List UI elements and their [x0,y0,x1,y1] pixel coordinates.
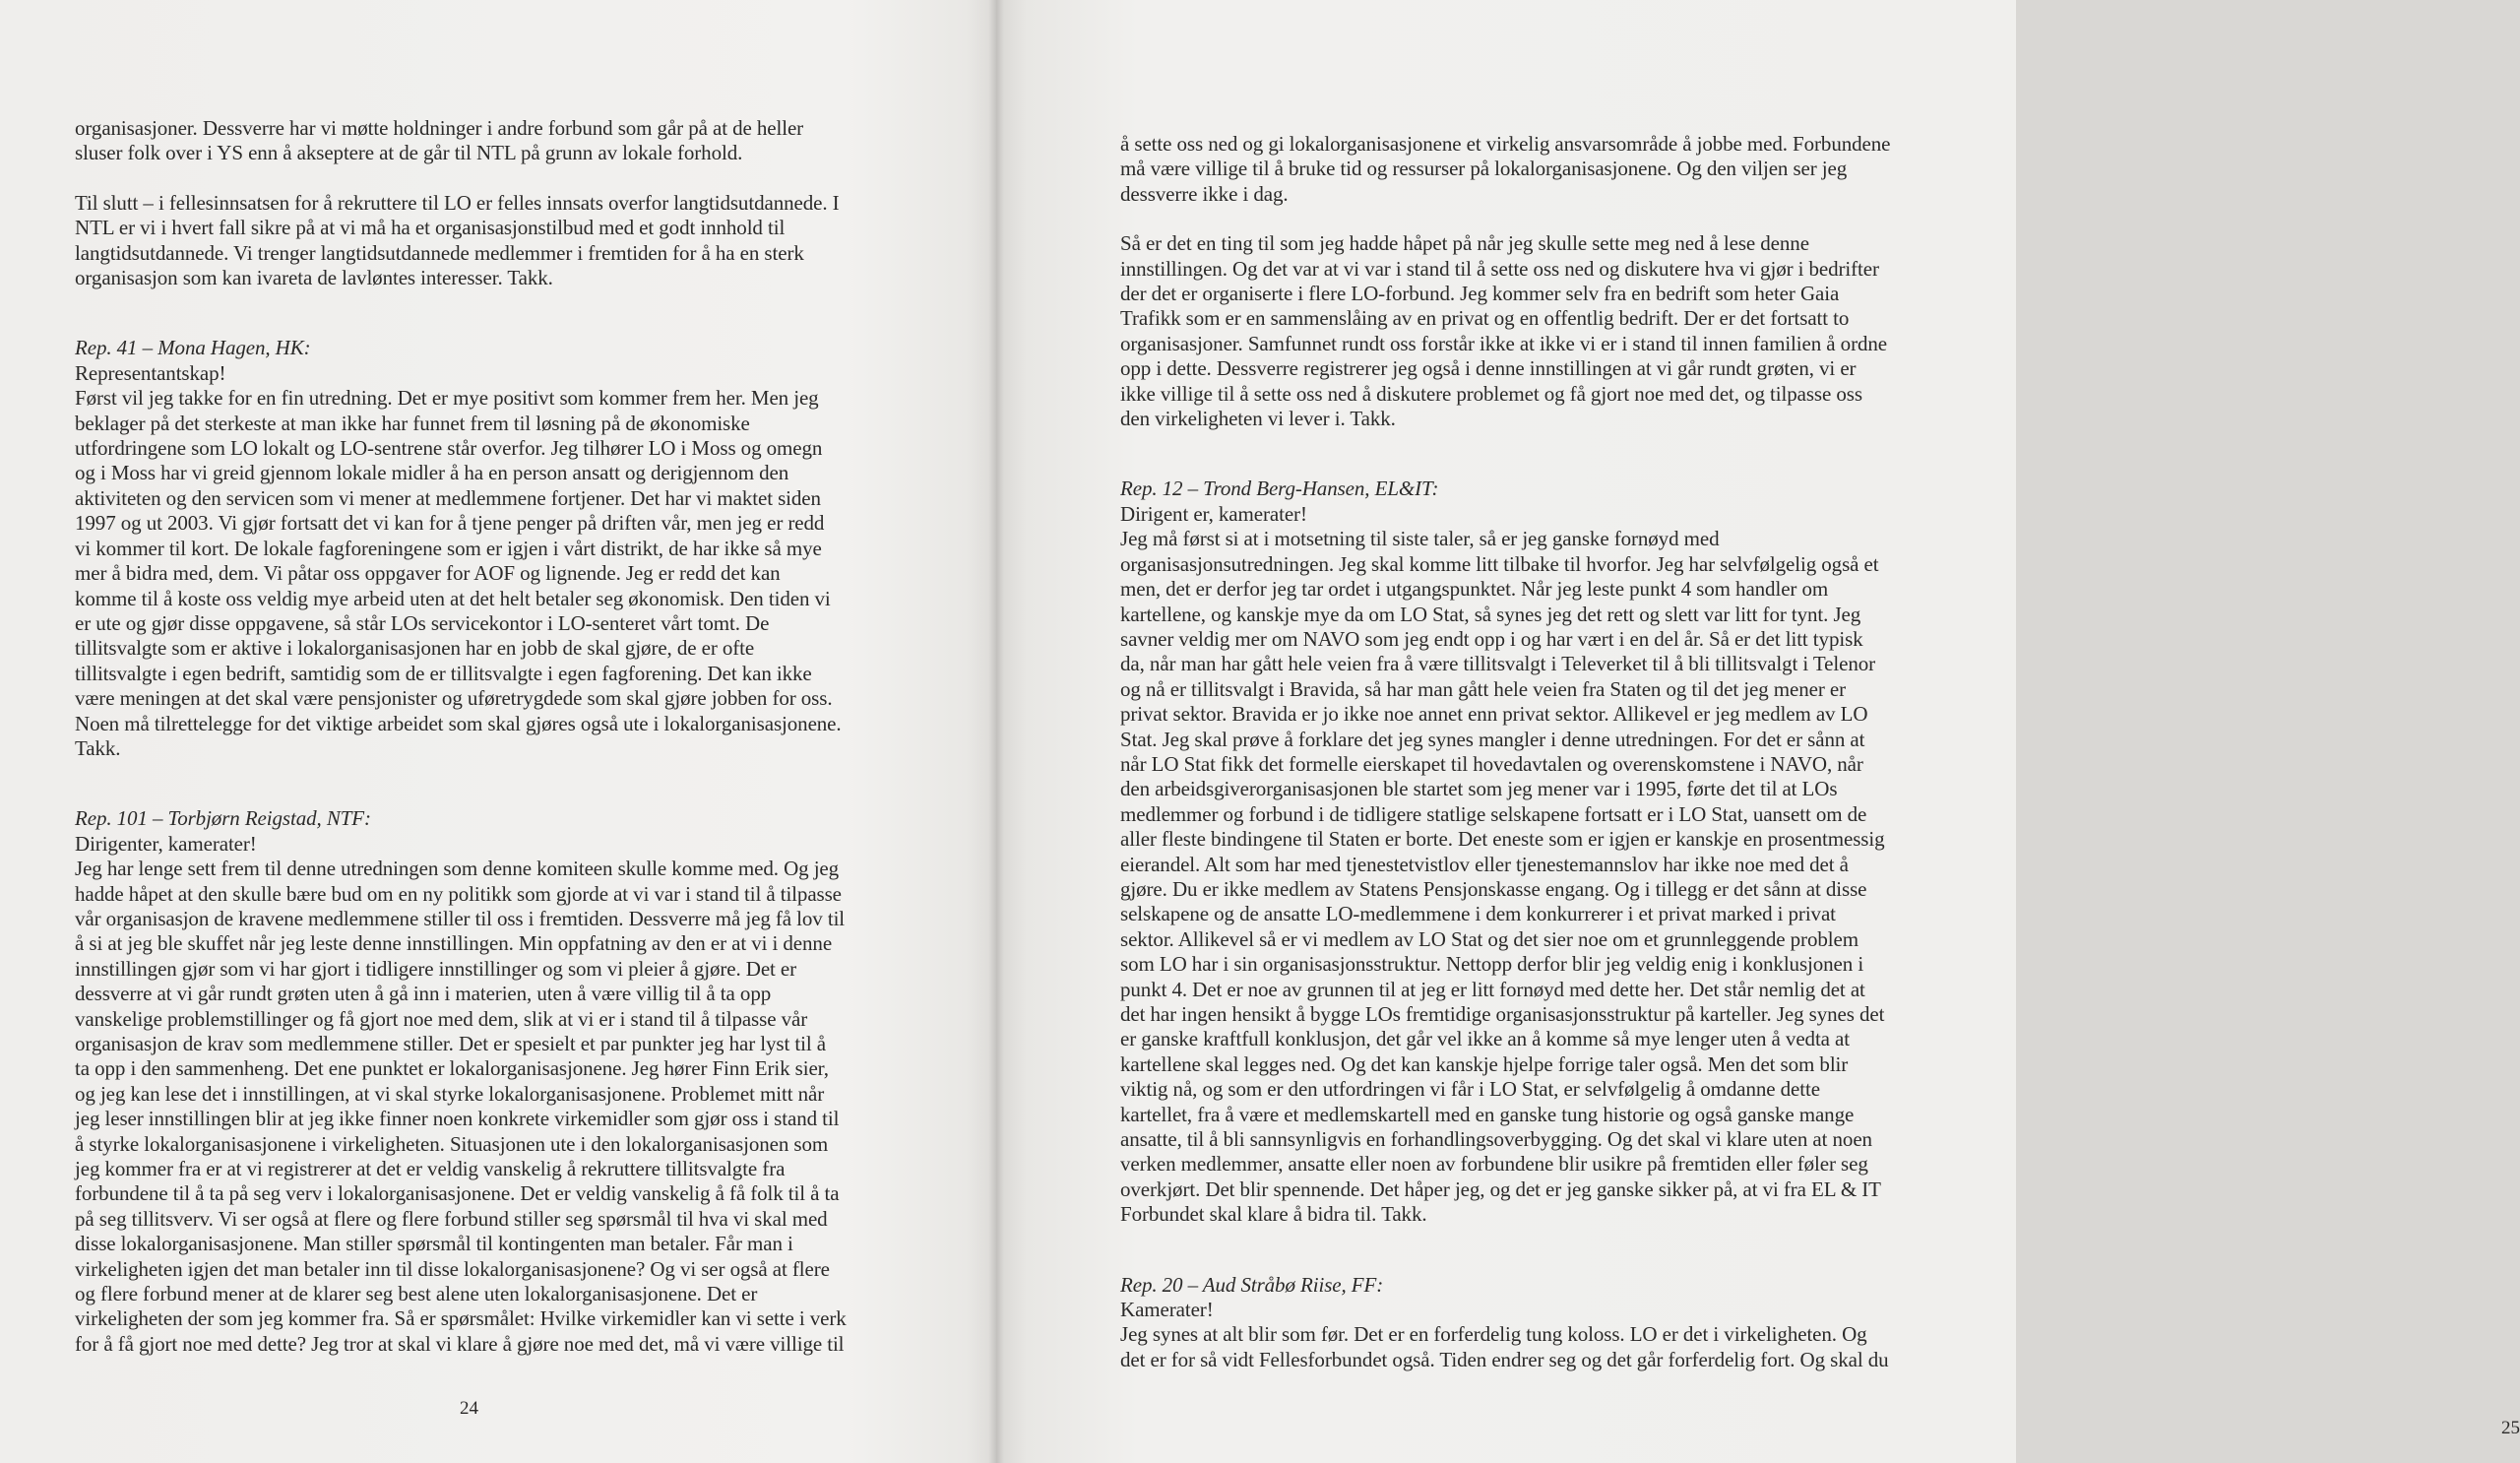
page-number: 24 [460,1398,478,1419]
left-page [0,0,996,1463]
left-page-text [75,116,882,1402]
intro-paragraph: Så er det en ting til som jeg hadde håpet på når jeg skulle sette meg ned å lese denne innstillingen. Og det var at vi var i stand til å sette oss ned og diskutere hva vi gjør i bedrifter der det er organiserte i flere LO-forbund. Jeg kommer selv fra en bedrift som heter Gaia Trafikk som er en sammenslåing av en privat og en offentlig bedrift. Der er det fortsatt to organisasjoner. Samfunnet rundt oss forstår ikke at ikke vi er i stand til innen familien å ordne opp i dette. Dessverre registrerer jeg også i denne innstillingen at vi går rundt grøten, vi er ikke villige til å sette oss ned å diskutere problemet og få gjort noe med det, og tilpasse oss den virkeligheten vi lever i. Takk. [1120,231,1887,431]
speech-address: Dirigent er, kamerater! [1120,501,1307,526]
speaker-heading: Rep. 101 – Torbjørn Reigstad, NTF: [75,806,371,831]
speaker-heading: Rep. 20 – Aud Stråbø Riise, FF: [1120,1272,1384,1297]
speech-body: Først vil jeg takke for en fin utredning. Det er mye positivt som kommer frem her. Men jeg beklager på det sterkeste at man ikke har funnet frem til løsning på de økonomiske utfordringene som LO lokalt og LO-sentrene står overfor. Jeg tilhører LO i Moss og omegn og i Moss har vi greid gjennom lokale midler å ha en person ansatt og derigjennom den aktiviteten og den servicen som vi mener at medlemmene fortjener. Det har vi maktet siden 1997 og ut 2003. Vi gjør fortsatt det vi kan for å tjene penger på driften vår, men jeg er redd vi kommer til kort. De lokale fagforeningene som er igjen i vårt distrikt, de har ikke så mye mer å bidra med, dem. Vi påtar oss oppgaver for AOF og lignende. Jeg er redd det kan komme til å koste oss veldig mye arbeid uten at det helt betaler seg økonomisk. Den tiden vi er ute og gjør disse oppgavene, så står LOs servicekontor i LO-senteret vårt tomt. De tillitsvalgte som er aktive i lokalorganisasjonen har en jobb de skal gjøre, de er ofte tillitsvalgte i egen bedrift, samtidig som de er tillitsvalgte i egen fagforening. Det kan ikke være meningen at det skal være pensjonister og uføretrygdede som skal gjøre jobben for oss. Noen må tilrettelegge for det viktige arbeidet som skal gjøres også ute i lokalorganisasjonene. Takk. [75,386,842,760]
speech-body: Jeg må først si at i motsetning til siste taler, så er jeg ganske fornøyd med organisasjonsutredningen. Jeg skal komme litt tilbake til hvorfor. Jeg har selvfølgelig også et men, det er derfor jeg tar ordet i utgangspunktet. Når jeg leste punkt 4 som handler om kartellene, og kanskje mye da om LO Stat, så synes jeg det rett og slett var litt for tynt. Jeg savner veldig mer om NAVO som jeg endt opp i og har vært i en del år. Så er det litt typisk da, når man har gått hele veien fra å være tillitsvalgt i Televerket til å bli tillitsvalgt i Telenor og nå er tillitsvalgt i Bravida, så har man gått hele veien fra Staten og til det jeg mener er privat sektor. Bravida er jo ikke noe annet enn privat sektor. Allikevel er jeg medlem av LO Stat. Jeg skal prøve å forklare det jeg synes mangler i denne utredningen. For det er sånn at når LO Stat fikk det formelle eierskapet til hovedavtalen og overenskomstene i NAVO, når den arbeidsgiverorganisasjonen ble startet som jeg mener var i 1995, førte det til at LOs medlemmer og forbund i de tidligere statlige selskapene fortsatt er i LO Stat, uansett om de aller fleste bindingene til Staten er borte. Det eneste som er igjen er kanskje en prosentmessig eierandel. Alt som har med tjenestetvistlov eller tjenestemannslov har ikke noe med det å gjøre. Du er ikke medlem av Statens Pensjonskasse engang. Og i tillegg er det sånn at disse selskapene og de ansatte LO-medlemmene i dem konkurrerer i et privat marked i privat sektor. Allikevel så er vi medlem av LO Stat og det sier noe om et grunnleggende problem som LO har i sin organisasjonsstruktur. Nettopp derfor blir jeg veldig enig i konklusjonen i punkt 4. Det er noe av grunnen til at jeg er litt fornøyd med dette her. Det står nemlig det at det har ingen hensikt å bygge LOs fremtidige organisasjonsstruktur på karteller. Jeg synes det er ganske kraftfull konklusjon, det går vel ikke an å komme så mye lenger uten å vedta at kartellene skal legges ned. Og det kan kanskje hjelpe forrige taler også. Men det som blir viktig nå, og som er den utfordringen vi får i LO Stat, er selvfølgelig å omdanne dette kartellet, fra å være et medlemskartell med en ganske tung historie og også ganske mange ansatte, til å bli sannsynligvis en forhandlingsoverbygging. Og det skal vi klare uten at noen verken medlemmer, ansatte eller noen av forbundene blir usikre på fremtiden eller føler seg overkjørt. Det blir spennende. Det håper jeg, og det er jeg ganske sikker på, at vi fra EL & IT Forbundet skal klare å bidra til. Takk. [1120,527,1885,1227]
speech [1120,1273,1927,1373]
speech [1120,477,1927,1227]
speech [75,336,882,761]
intro-paragraph: Til slutt – i fellesinnsatsen for å rekruttere til LO er felles innsats overfor langtidsutdannede. I NTL er vi i hvert fall sikre på at vi må ha et organisasjonstilbud med et godt innhold til langtidsutdannede. Vi trenger langtidsutdannede medlemmer i fremtiden for å ha en sterk organisasjon som kan ivareta de lavløntes interesser. Takk. [75,190,840,290]
speech-address: Dirigenter, kamerater! [75,831,257,856]
speech [75,806,882,1357]
speech-address: Kamerater! [1120,1298,1214,1322]
speech-body: Jeg synes at alt blir som før. Det er en forferdelig tung koloss. LO er det i virkeligheten. Og det er for så vidt Fellesforbundet også. Tiden endrer seg og det går forferdelig fort. Og skal du [1120,1322,1889,1371]
right-page-text [1120,132,1927,1418]
speaker-heading: Rep. 41 – Mona Hagen, HK: [75,336,311,360]
speech-address: Representantskap! [75,360,226,385]
speaker-heading: Rep. 12 – Trond Berg-Hansen, EL&IT: [1120,477,1439,501]
page-number: 25 [2501,1418,2520,1438]
speech-body: Jeg har lenge sett frem til denne utredningen som denne komiteen skulle komme med. Og jeg hadde håpet at den skulle bære bud om en ny politikk som gjorde at vi var i stand til å tilpasse vår organisasjon de kravene medlemmene stiller til oss i fremtiden. Dessverre må jeg få lov til å si at jeg ble skuffet når jeg leste denne innstillingen. Min oppfatning av den er at vi i denne innstillingen gjør som vi har gjort i tidligere innstillinger og som vi pleier å gjøre. Det er dessverre at vi går rundt grøten uten å gå inn i materien, uten å være villig til å ta opp vanskelige problemstillinger og få gjort noe med dem, slik at vi er i stand til å tilpasse vår organisasjon de krav som medlemmene stiller. Det er spesielt et par punkter jeg har lyst til å ta opp i den sammenheng. Det ene punktet er lokalorganisasjonene. Jeg hører Finn Erik sier, og jeg kan lese det i innstillingen, at vi skal styrke lokalorganisasjonene. Problemet mitt når jeg leser innstillingen blir at jeg ikke finner noen konkrete virkemidler som gjør oss i stand til å styrke lokalorganisasjonene i virkeligheten. Situasjonen ute i den lokalorganisasjonen som jeg kommer fra er at vi registrerer at det er veldig vanskelig å rekruttere tillitsvalgte fra forbundene til å ta på seg verv i lokalorganisasjonene. Det er veldig vanskelig å få folk til å ta på seg tillitsverv. Vi ser også at flere og flere forbund stiller seg spørsmål til hva vi skal med disse lokalorganisasjonene. Man stiller spørsmål til kontingenten man betaler. Får man i virkeligheten igjen det man betaler inn til disse lokalorganisasjonene? Og vi ser også at flere og flere forbund mener at de klarer seg best alene uten lokalorganisasjonene. Det er virkeligheten der som jeg kommer fra. Så er spørsmålet: Hvilke virkemidler kan vi sette i verk for å få gjort noe med dette? Jeg tror at skal vi klare å gjøre noe med det, må vi være villige til [75,857,847,1356]
intro-paragraph: å sette oss ned og gi lokalorganisasjonene et virkelig ansvarsområde å jobbe med. Forbundene må være villige til å bruke tid og ressurser på lokalorganisasjonene. Og den viljen ser jeg dessverre ikke i dag. [1120,132,1891,206]
intro-paragraph: organisasjoner. Dessverre har vi møtte holdninger i andre forbund som går på at de heller sluser folk over i YS enn å akseptere at de går til NTL på grunn av lokale forhold. [75,116,804,165]
book-gutter [988,0,1004,1463]
